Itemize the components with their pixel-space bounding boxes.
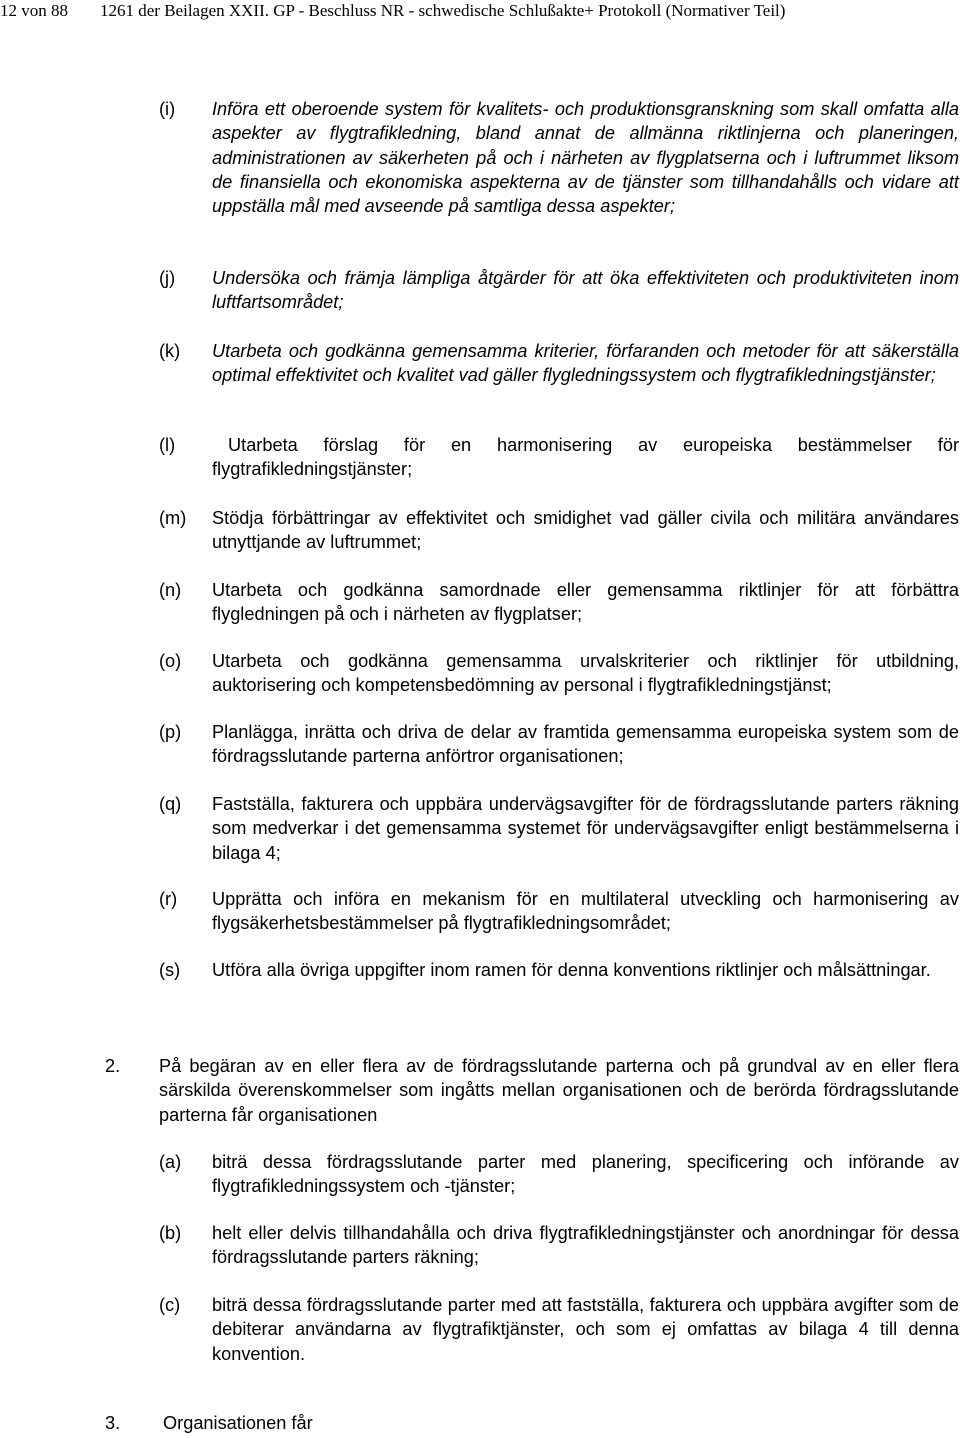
paragraph-number: 2. — [105, 1056, 121, 1076]
list-item-text: Utarbeta förslag för en harmonisering av europeiska bestämmelser för flygtrafikledningstjänster; — [212, 435, 959, 480]
list-item-text: Utarbeta och godkänna gemensamma urvalskriterier och riktlinjer för utbildning, auktorisering och kompetensbedömning av personal i flygtrafikledningstjänst; — [212, 651, 959, 696]
list-item — [159, 97, 959, 218]
list-item-label: (k) — [159, 341, 181, 361]
list-item-label: (r) — [159, 889, 178, 909]
list-item-text: Utarbeta och godkänna samordnade eller gemensamma riktlinjer för att förbättra flygledningen på och i närheten av flygplatser; — [212, 580, 959, 625]
list-item-text: Fastställa, fakturera och uppbära undervägsavgifter för de fördragsslutande parters räkning som medverkar i det gemensamma systemet för undervägsavgifter enligt bestämmelserna i bilaga 4; — [212, 794, 959, 863]
list-item-text: Utarbeta och godkänna gemensamma kriterier, förfaranden och metoder för att säkerställa optimal effektivitet och kvalitet vad gäller flygledningssystem och flygtrafikledningstjänster; — [212, 341, 959, 386]
list-item — [159, 578, 959, 627]
list-item-label: (j) — [159, 268, 176, 288]
paragraph-3 — [105, 1411, 313, 1435]
paragraph-text: På begäran av en eller flera av de fördragsslutande parterna och på grundval av en eller flera särskilda överenskommelser som ingåtts mellan organisationen och de berörda fördragsslutande parterna får organisationen — [159, 1056, 959, 1125]
list-item-text: Planlägga, inrätta och driva de delar av framtida gemensamma europeiska system som de fördragsslutande parterna anförtror organisationen; — [212, 722, 959, 767]
list-item-text: Utföra alla övriga uppgifter inom ramen för denna konventions riktlinjer och målsättningar. — [212, 960, 931, 980]
page-header — [0, 0, 960, 24]
list-item — [159, 720, 959, 769]
list-item-text: Införa ett oberoende system för kvalitets- och produktionsgranskning som skall omfatta alla aspekter av flygtrafikledning, bland annat de allmänna riktlinjerna och planeringen, administrationen av säkerheten på och i närheten av flygplatserna och i luftrummet liksom de finansiella och ekonomiska aspekterna av de tjänster som tillhandahålls och vidare att uppställa mål med avseende på samtliga dessa aspekter; — [212, 99, 959, 217]
list-item-text: biträ dessa fördragsslutande parter med planering, specificering och införande av flygtrafikledningssystem och -tjänster; — [212, 1152, 959, 1197]
list-item-label: (a) — [159, 1152, 182, 1172]
list-item — [159, 339, 959, 388]
list-item-text: Undersöka och främja lämpliga åtgärder för att öka effektiviteten och produktiviteten inom luftfartsområdet; — [212, 268, 959, 313]
paragraph-2 — [105, 1054, 959, 1127]
paragraph-text: Organisationen får — [163, 1413, 313, 1433]
list-item — [159, 1293, 959, 1366]
list-item-text: helt eller delvis tillhandahålla och driva flygtrafikledningstjänster och anordningar för dessa fördragsslutande parters räkning; — [212, 1223, 959, 1268]
list-item-label: (n) — [159, 580, 182, 600]
list-item — [159, 506, 959, 555]
list-item-label: (b) — [159, 1223, 182, 1243]
document-title: 1261 der Beilagen XXII. GP - Beschluss NR - schwedische Schlußakte+ Protokoll (Normativer Teil) — [100, 1, 786, 20]
list-item-label: (o) — [159, 651, 182, 671]
list-item — [159, 887, 959, 936]
list-item-text: Upprätta och införa en mekanism för en multilateral utveckling och harmonisering av flygsäkerhetsbestämmelser på flygtrafikledningsområdet; — [212, 889, 959, 934]
list-item-label: (l) — [159, 435, 176, 455]
list-item — [159, 266, 959, 315]
list-item-label: (c) — [159, 1295, 181, 1315]
list-item — [159, 649, 959, 698]
list-item — [159, 792, 959, 865]
list-item-text: biträ dessa fördragsslutande parter med att fastställa, fakturera och uppbära avgifter som de debiterar användarna av flygtrafiktjänster, och som ej omfattas av bilaga 4 till denna konvention. — [212, 1295, 959, 1364]
paragraph-number: 3. — [105, 1413, 121, 1433]
list-item — [159, 958, 959, 982]
list-item — [159, 1221, 959, 1270]
list-item-label: (m) — [159, 508, 187, 528]
list-item-label: (p) — [159, 722, 182, 742]
list-item-text: Stödja förbättringar av effektivitet och smidighet vad gäller civila och militära användares utnyttjande av luftrummet; — [212, 508, 959, 553]
list-item-label: (i) — [159, 99, 176, 119]
page-number: 12 von 88 — [0, 1, 68, 20]
list-item-label: (q) — [159, 794, 182, 814]
list-item — [159, 433, 959, 482]
list-item — [159, 1150, 959, 1199]
list-item-label: (s) — [159, 960, 181, 980]
